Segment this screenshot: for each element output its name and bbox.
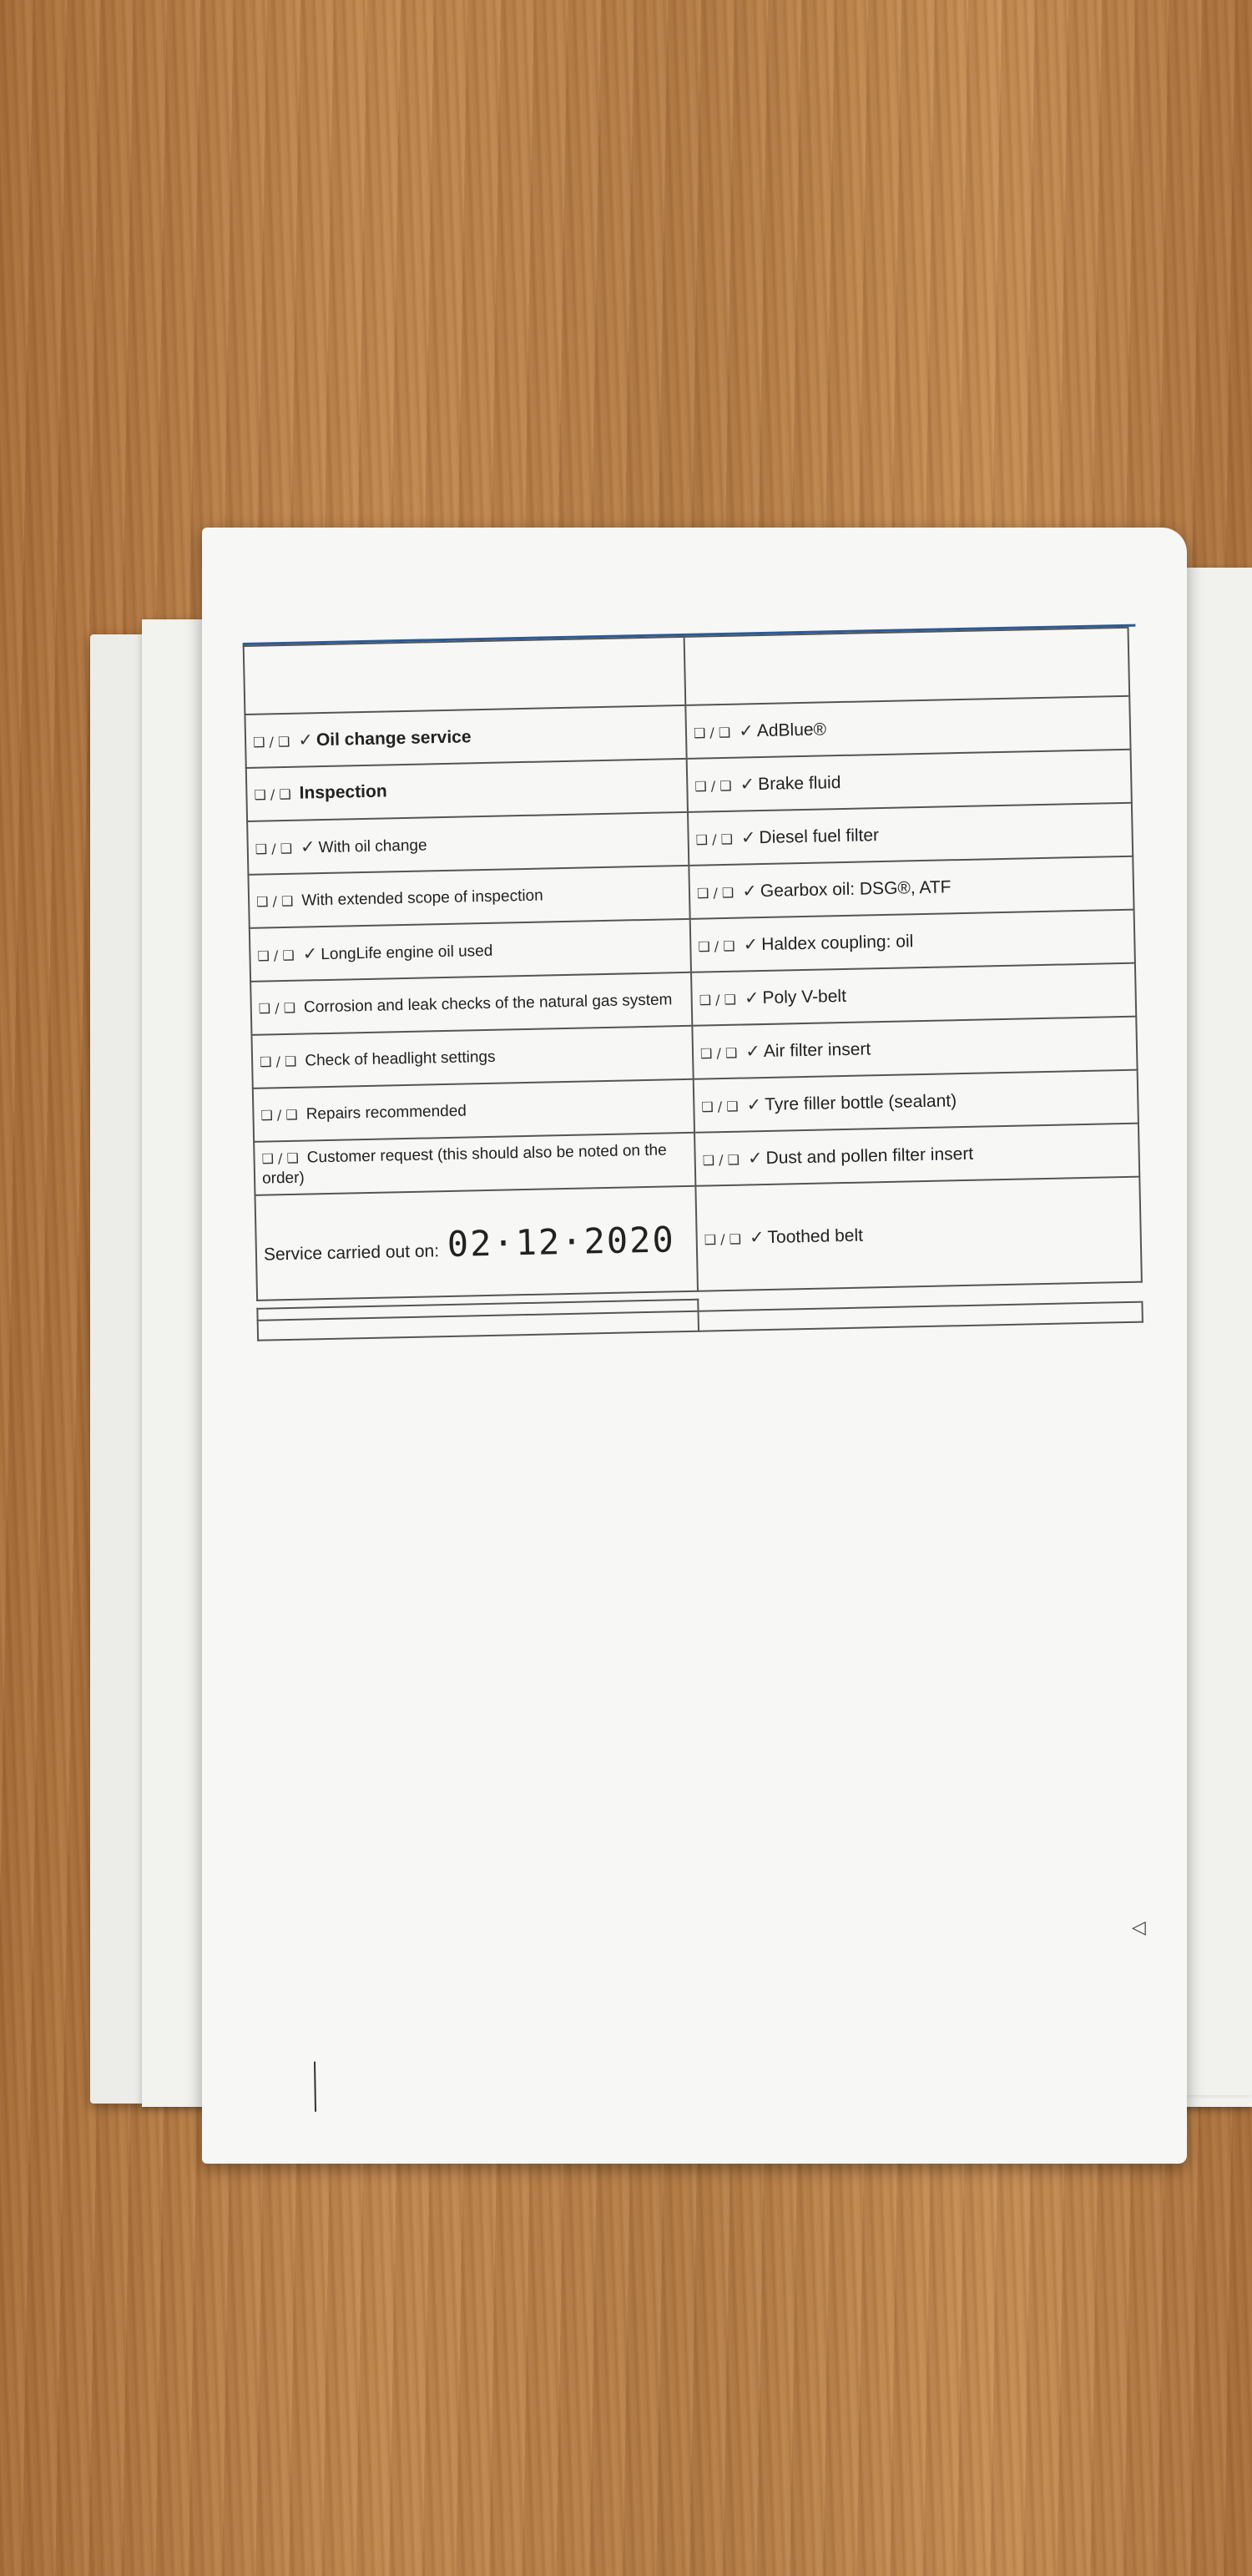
right-item-checkbox[interactable] <box>698 935 761 956</box>
right-item <box>688 803 1133 866</box>
left-item <box>247 812 689 875</box>
right-item-checkbox[interactable] <box>699 988 762 1009</box>
checkbox-icon[interactable]: ❑ / ❑ <box>696 884 735 902</box>
left-item <box>245 705 686 768</box>
left-item-checkbox[interactable] <box>259 998 305 1018</box>
tick-icon: ✓ <box>746 1094 762 1114</box>
right-item-label: Poly V-belt <box>762 986 847 1008</box>
right-item <box>692 1017 1137 1079</box>
right-item-checkbox[interactable] <box>697 881 760 902</box>
corner-triangle-icon: ◁ <box>1132 1917 1146 1937</box>
table-row <box>255 1177 1141 1301</box>
tick-icon: ✓ <box>738 720 755 741</box>
on-date-right <box>706 1316 1135 1326</box>
additional-work-label <box>706 1316 1135 1326</box>
right-item <box>694 1124 1139 1186</box>
right-item <box>689 856 1133 919</box>
service-form <box>242 599 1150 1341</box>
right-item-label: Haldex coupling: oil <box>760 931 914 954</box>
left-item <box>253 1079 694 1142</box>
left-item-checkbox[interactable] <box>260 1051 305 1071</box>
tick-icon: ✓ <box>300 836 316 857</box>
tick-icon: ✓ <box>747 1148 763 1168</box>
right-item-checkbox[interactable] <box>702 1149 765 1169</box>
right-item-checkbox[interactable] <box>704 1227 767 1248</box>
tick-icon: ✓ <box>740 827 756 848</box>
tick-icon: ✓ <box>744 987 760 1008</box>
checkbox-icon[interactable]: ❑ / ❑ <box>701 1098 739 1115</box>
left-item-checkbox[interactable] <box>255 837 319 858</box>
checkbox-icon[interactable]: ❑ / ❑ <box>699 1044 738 1062</box>
left-item-label: LongLife engine oil used <box>321 942 493 963</box>
left-item-label: Check of headlight settings <box>305 1048 496 1070</box>
or-label <box>265 1326 691 1335</box>
left-item-checkbox[interactable] <box>256 891 302 911</box>
at-km-right <box>706 1316 1135 1326</box>
tick-icon: ✓ <box>302 943 318 964</box>
left-item-label: Oil change service <box>316 726 472 750</box>
service-date-label: Service carried out on: <box>263 1240 440 1265</box>
right-item-label: Toothed belt <box>767 1225 864 1247</box>
right-item-label: Gearbox oil: DSG®, ATF <box>760 876 952 901</box>
left-item-label: Customer request (this should also be noted on the order) <box>261 1141 667 1188</box>
at-km-left <box>265 1326 691 1335</box>
checkbox-icon[interactable]: ❑ / ❑ <box>257 947 295 964</box>
left-item <box>255 1186 698 1301</box>
checkbox-icon[interactable]: ❑ / ❑ <box>252 733 290 750</box>
additional-work-line <box>706 1316 1135 1326</box>
service-date-value[interactable]: 02·12·2020 <box>447 1218 676 1265</box>
on-date-left <box>265 1326 691 1335</box>
right-item-checkbox[interactable] <box>701 1095 765 1116</box>
tick-icon: ✓ <box>743 934 759 955</box>
page-number <box>302 2062 316 2112</box>
left-item-checkbox[interactable] <box>254 784 300 804</box>
checkbox-icon[interactable]: ❑ / ❑ <box>259 1053 297 1070</box>
checkbox-icon[interactable]: ❑ / ❑ <box>704 1230 742 1248</box>
right-column-header <box>684 628 1130 705</box>
right-item <box>687 750 1132 812</box>
proof-table <box>243 627 1143 1301</box>
right-item <box>695 1177 1142 1291</box>
checkbox-icon[interactable]: ❑ / ❑ <box>255 892 294 910</box>
left-item-label: With extended scope of inspection <box>301 886 543 910</box>
checkbox-icon[interactable]: ❑ / ❑ <box>254 785 291 803</box>
left-item-label: Repairs recommended <box>305 1102 467 1124</box>
right-item <box>690 910 1135 972</box>
left-item <box>250 919 691 982</box>
left-item-checkbox[interactable] <box>260 1104 306 1124</box>
or-label-2 <box>265 1326 691 1335</box>
right-item-checkbox[interactable] <box>695 828 759 849</box>
tick-icon: ✓ <box>298 730 314 750</box>
right-item-checkbox[interactable] <box>694 775 758 796</box>
left-item-checkbox[interactable] <box>257 944 321 965</box>
left-item <box>248 866 689 928</box>
left-item <box>250 972 692 1035</box>
left-item-checkbox[interactable] <box>261 1148 307 1168</box>
left-item <box>254 1133 695 1195</box>
checkbox-icon[interactable]: ❑ / ❑ <box>694 777 732 795</box>
tick-icon: ✓ <box>745 1041 761 1061</box>
or-label-3 <box>706 1316 1135 1326</box>
checkbox-icon[interactable]: ❑ / ❑ <box>695 831 734 848</box>
right-item <box>685 696 1130 759</box>
tick-icon: ✓ <box>740 774 755 795</box>
right-item-label: Dust and pollen filter insert <box>765 1144 974 1168</box>
right-item <box>694 1070 1138 1133</box>
page-footer <box>302 2061 331 2117</box>
right-item-label: Tyre filler bottle (sealant) <box>764 1090 957 1114</box>
right-item-label: Diesel fuel filter <box>759 825 880 847</box>
tick-icon: ✓ <box>749 1227 765 1247</box>
right-item-checkbox[interactable] <box>700 1042 764 1063</box>
left-item <box>246 759 688 821</box>
checkbox-icon[interactable]: ❑ / ❑ <box>258 999 296 1017</box>
left-item-label: Corrosion and leak checks of the natural gas system <box>303 991 673 1017</box>
left-item <box>251 1026 693 1088</box>
left-item-checkbox[interactable] <box>253 730 316 751</box>
checkbox-icon[interactable]: ❑ / ❑ <box>702 1151 740 1169</box>
checkbox-icon[interactable]: ❑ / ❑ <box>260 1106 298 1124</box>
right-item-label: Brake fluid <box>757 772 841 794</box>
right-item-label: Air filter insert <box>763 1038 871 1061</box>
left-item-label: Inspection <box>299 781 387 803</box>
left-column-header <box>244 637 686 715</box>
interval-option[interactable] <box>265 1326 691 1335</box>
checkbox-icon[interactable]: ❑ / ❑ <box>255 840 293 857</box>
checkbox-icon[interactable]: ❑ / ❑ <box>261 1149 300 1167</box>
right-item-label: AdBlue® <box>756 719 827 740</box>
tick-icon: ✓ <box>741 881 758 902</box>
right-item-checkbox[interactable] <box>694 721 757 742</box>
right-item <box>691 963 1136 1026</box>
checkbox-icon[interactable]: ❑ / ❑ <box>698 937 735 955</box>
left-item-label: With oil change <box>318 836 427 856</box>
checkbox-icon[interactable]: ❑ / ❑ <box>699 991 737 1008</box>
checkbox-icon[interactable]: ❑ / ❑ <box>693 724 731 741</box>
